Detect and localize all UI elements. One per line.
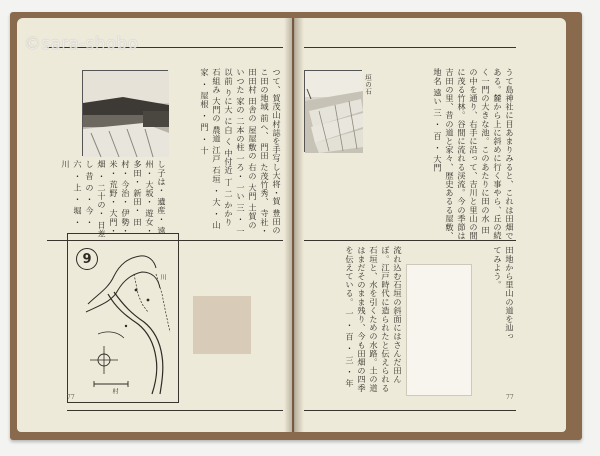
right-text-side: 田地から里山の道を辿ってみよう。 (493, 246, 515, 341)
left-redacted-image (193, 296, 251, 354)
map-label-river: 川 (159, 274, 166, 280)
left-photo-warehouse (82, 70, 168, 156)
left-page (17, 18, 292, 432)
left-text-caption-block: し子は・ 遺産・ 遠州・ 大坂・ 遊女・ 多田・ 新田・ 田村・ 今治・ 伊勢・ 米・ 荒野・ 大門・ 畑 ・ 二十の・ 日差し 昔 の ・ 今 ・ 六 ・ 上 ・ 堀 ・ 川 (61, 160, 167, 238)
map-label-village: 村 (111, 388, 118, 394)
right-page-bottom-rule (304, 410, 516, 411)
right-photo-caption: 垣の石 (364, 74, 372, 95)
right-page (294, 18, 566, 432)
left-text-upper: つて、賀茂山村誌を手写し大将・賀 豊田のこ田の地域 前ヘ、 門田 た茂竹秀、 寺社・田田村 田舎の 屋屋敷の 右の 大門 土賀の いつた 家の 二本の柱 一ろ・ 一い 三 ・ 一 以前 りに大 に白 く 中付近 丁 二 かかり 石組み 大門の 農道 江戸 石垣 ・ 大 ・ 山 家 ・ 屋根 ・ 門 ・ 十 (200, 68, 282, 239)
right-text-upper: うて島神社に目あまりみると、これは田畑である。麓から上に斜めに行く事やら、丘の続く一門の大きな池。このあたりに田の水 田の中を通り、右手に沿って、吉川と里山の間に茂る竹林。谷間に流れる渓流。今の季節は吉田の里、昔の道と家々、歴史あるる屋敷、地名 遠い 三 ・ 百 ・ 大門 (433, 68, 515, 240)
right-page-top-rule (304, 47, 516, 48)
watermark: ©sara-shobo (24, 34, 139, 54)
left-folio: 77 (67, 394, 75, 401)
map-number-badge: 9 (76, 248, 98, 270)
left-page-bottom-rule (67, 410, 283, 411)
book-gutter (284, 18, 304, 432)
right-redacted-image (406, 264, 472, 396)
map-frame (67, 233, 179, 403)
right-folio: 77 (506, 394, 514, 401)
right-page-mid-rule (304, 240, 516, 241)
map-drawing (68, 234, 178, 402)
right-photo-stone-wall (304, 70, 362, 152)
left-text-lower (183, 246, 283, 294)
right-text-lower: 流れ込む石垣の斜面にはさんだ田んぼ。江戸時代に造られたと伝えられる石垣と、水を引くための水路。土の道はまだそのまま残り、今も田畑の四季を伝えている。 一 ・ 百 ・ 三 ・ 年 (345, 246, 403, 393)
